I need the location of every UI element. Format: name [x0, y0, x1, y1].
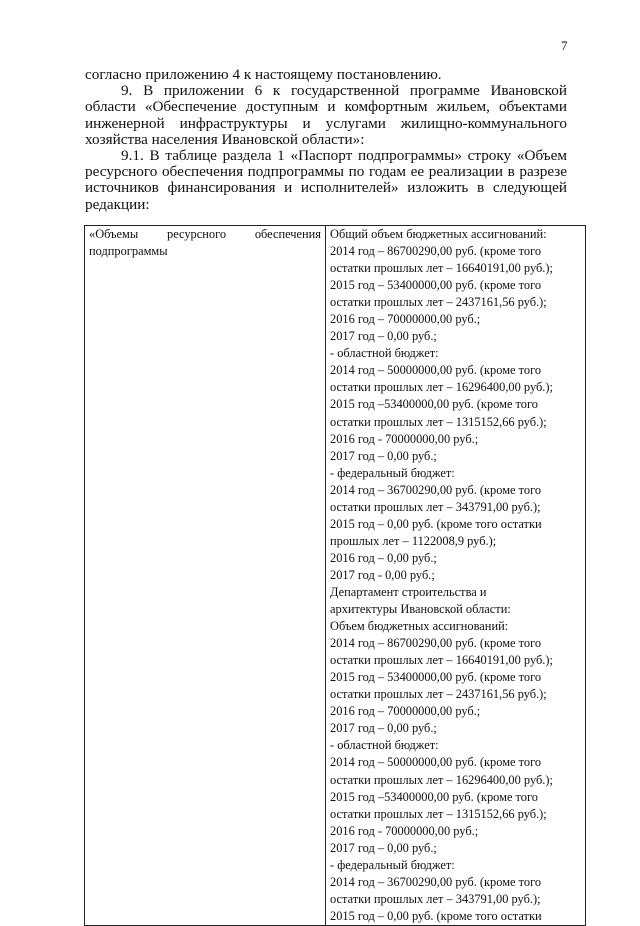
- budget-line: 2014 год – 50000000,00 руб. (кроме того: [330, 755, 542, 770]
- page-number: 7: [561, 38, 568, 53]
- resource-table: [84, 225, 586, 926]
- budget-line: остатки прошлых лет – 16640191,00 руб.);: [330, 653, 553, 668]
- budget-line: 2015 год – 0,00 руб. (кроме того остатки: [330, 908, 542, 923]
- budget-line: - областной бюджет:: [330, 346, 439, 361]
- budget-line: 2015 год – 0,00 руб. (кроме того остатки: [330, 516, 542, 531]
- budget-line: 2015 год – 53400000,00 руб. (кроме того: [330, 670, 542, 685]
- budget-line: остатки прошлых лет – 343791,00 руб.);: [330, 891, 541, 906]
- budget-line: 2017 год – 0,00 руб.;: [330, 840, 437, 855]
- budget-line: 2017 год – 0,00 руб.;: [330, 448, 437, 463]
- budget-line: 2014 год – 86700290,00 руб. (кроме того: [330, 244, 542, 259]
- budget-line: 2017 год - 0,00 руб.;: [330, 567, 435, 582]
- budget-line: 2016 год – 70000000,00 руб.;: [330, 704, 481, 719]
- budget-line: 2014 год – 86700290,00 руб. (кроме того: [330, 636, 542, 651]
- budget-line: 2017 год – 0,00 руб.;: [330, 721, 437, 736]
- budget-line: остатки прошлых лет – 343791,00 руб.);: [330, 499, 541, 514]
- table-cell-values: [326, 226, 586, 926]
- budget-line: 2016 год – 70000000,00 руб.;: [330, 312, 481, 327]
- budget-line: Объем бюджетных ассигнований:: [330, 619, 509, 634]
- budget-line: 2017 год – 0,00 руб.;: [330, 329, 437, 344]
- budget-line: 2015 год –53400000,00 руб. (кроме того: [330, 789, 538, 804]
- budget-line: 2015 год – 53400000,00 руб. (кроме того: [330, 278, 542, 293]
- budget-line: остатки прошлых лет – 16296400,00 руб.);: [330, 380, 553, 395]
- paragraph-item-9-1: 9.1. В таблице раздела 1 «Паспорт подпрограммы» строку «Объем ресурсного обеспечения подпрограммы по годам ее реализации в разрезе источников финансирования и исполнителей» изложить в следующей редакции:: [85, 147, 567, 213]
- resource-label: «Объемы ресурсного обеспечения подпрограммы: [89, 227, 321, 259]
- budget-line: остатки прошлых лет – 16296400,00 руб.);: [330, 772, 553, 787]
- budget-line: остатки прошлых лет – 1315152,66 руб.);: [330, 806, 547, 821]
- table-cell-label: [85, 226, 326, 926]
- budget-line: Общий объем бюджетных ассигнований:: [330, 227, 547, 241]
- budget-line: 2014 год – 50000000,00 руб. (кроме того: [330, 363, 542, 378]
- table-row: [85, 226, 586, 926]
- budget-line: прошлых лет – 1122008,9 руб.);: [330, 533, 497, 548]
- budget-line: - областной бюджет:: [330, 738, 439, 753]
- budget-line: 2015 год –53400000,00 руб. (кроме того: [330, 397, 538, 412]
- budget-line: 2014 год – 36700290,00 руб. (кроме того: [330, 874, 542, 889]
- budget-line: остатки прошлых лет – 1315152,66 руб.);: [330, 414, 547, 429]
- budget-line: 2016 год - 70000000,00 руб.;: [330, 431, 479, 446]
- budget-line: 2016 год – 0,00 руб.;: [330, 550, 437, 565]
- budget-line: архитектуры Ивановской области:: [330, 602, 511, 617]
- budget-lines: [330, 226, 581, 925]
- budget-line: - федеральный бюджет:: [330, 465, 455, 480]
- budget-line: 2016 год - 70000000,00 руб.;: [330, 823, 479, 838]
- document-body: [85, 67, 567, 213]
- paragraph-continuation: согласно приложению 4 к настоящему постановлению.: [85, 66, 442, 83]
- budget-line: Департамент строительства и: [330, 584, 487, 599]
- budget-line: остатки прошлых лет – 16640191,00 руб.);: [330, 261, 553, 276]
- budget-line: 2014 год – 36700290,00 руб. (кроме того: [330, 482, 542, 497]
- budget-line: - федеральный бюджет:: [330, 857, 455, 872]
- budget-line: остатки прошлых лет – 2437161,56 руб.);: [330, 295, 547, 310]
- paragraph-item-9: 9. В приложении 6 к государственной программе Ивановской области «Обеспечение доступным и комфортным жильем, объектами инженерной инфраструктуры и услугами жилищно-коммунального хозяйства населения Ивановской области»:: [85, 82, 567, 148]
- budget-line: остатки прошлых лет – 2437161,56 руб.);: [330, 687, 547, 702]
